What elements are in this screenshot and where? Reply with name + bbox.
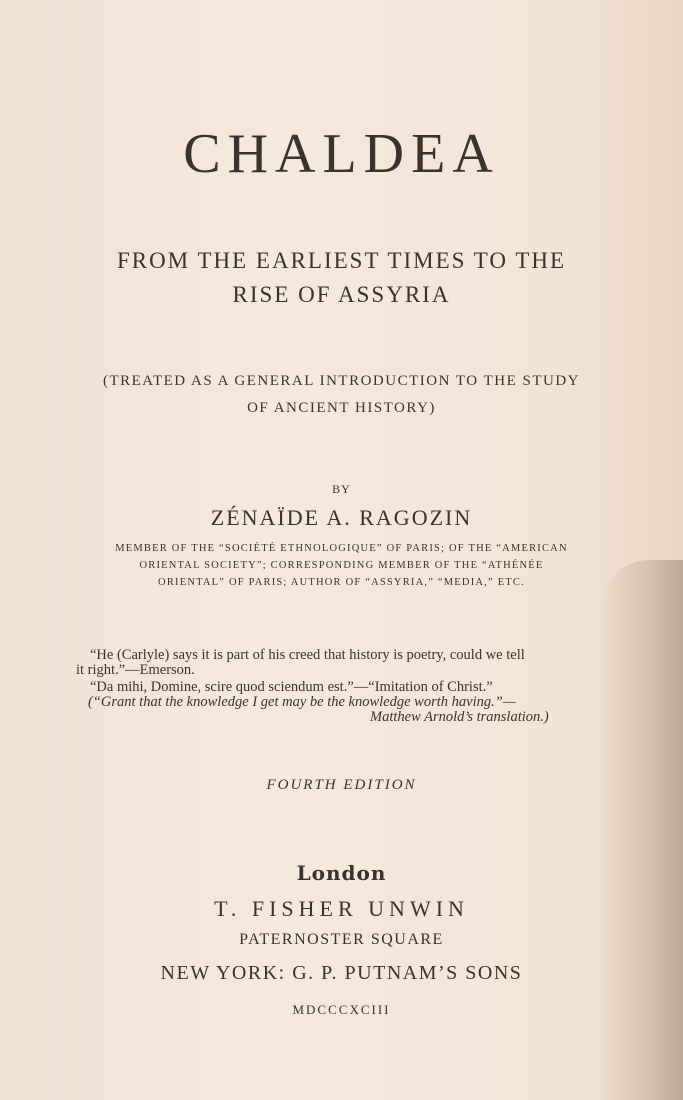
epigraph-line-2: it right.”—Emerson.: [76, 662, 195, 678]
author-name: ZÉNAÏDE A. RAGOZIN: [210, 505, 473, 530]
us-publisher-line: NEW YORK: G. P. PUTNAM’S SONS: [160, 962, 523, 984]
book-title: CHALDEA: [183, 123, 500, 185]
epigraph-line-3: “Da mihi, Domine, scire quod sciendum est.”—“Imitation of Christ.”: [90, 679, 493, 695]
subtitle-line-2: RISE OF ASSYRIA: [232, 282, 451, 307]
epigraph-line-5: Matthew Arnold’s translation.): [370, 709, 549, 725]
author-credentials-line-1: MEMBER OF THE “SOCIÉTÉ ETHNOLOGIQUE” OF PARIS; OF THE “AMERICAN: [115, 543, 568, 554]
subtitle-line-1: FROM THE EARLIEST TIMES TO THE: [116, 248, 567, 273]
epigraph-line-4: (“Grant that the knowledge I get may be the knowledge worth having.”—: [88, 694, 516, 710]
publication-year: MDCCCXCIII: [292, 1002, 391, 1017]
author-credentials-line-3: ORIENTAL” OF PARIS; AUTHOR OF “ASSYRIA,” “MEDIA,” ETC.: [158, 577, 525, 588]
edition-label: FOURTH EDITION: [266, 777, 417, 793]
parenthetical-line-1: (TREATED AS A GENERAL INTRODUCTION TO THE STUDY: [102, 373, 581, 389]
publisher-city: London: [296, 861, 387, 885]
by-label: BY: [332, 482, 351, 496]
parenthetical-line-2: OF ANCIENT HISTORY): [247, 400, 436, 416]
publisher-name: T. FISHER UNWIN: [214, 896, 469, 921]
page-shadow: [600, 560, 683, 1100]
author-credentials-line-2: ORIENTAL SOCIETY”; CORRESPONDING MEMBER OF THE “ATHÉNÉE: [139, 560, 544, 571]
publisher-address: PATERNOSTER SQUARE: [239, 931, 444, 948]
epigraph-line-1: “He (Carlyle) says it is part of his creed that history is poetry, could we tell: [90, 647, 525, 663]
